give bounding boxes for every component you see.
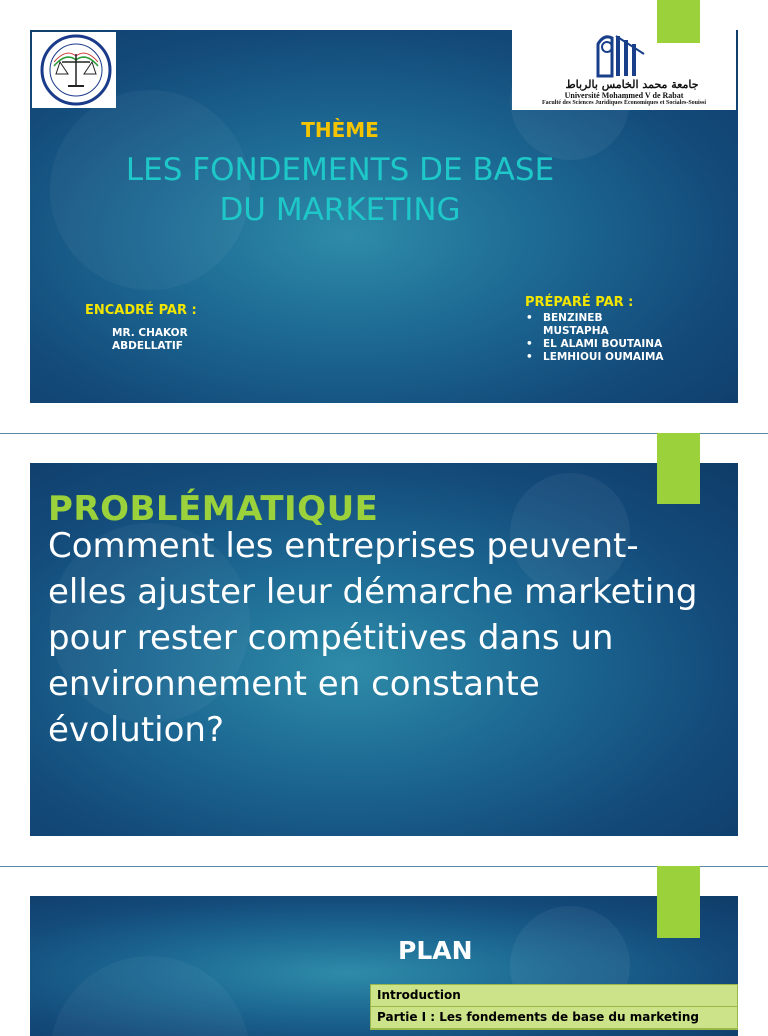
plan-slide — [30, 896, 738, 1036]
presentation-title — [60, 150, 620, 230]
supervisor-line-2: ABDELLATIF — [112, 340, 183, 352]
slide-title: PROBLÉMATIQUE — [48, 489, 379, 529]
title-line-1: LES FONDEMENTS DE BASE — [125, 152, 555, 188]
author-item: • BENZINEB MUSTAPHA — [525, 312, 633, 338]
problem-question: Comment les entreprises peuvent-elles ajuster leur démarche marketing pour rester compétitives dans un environnement en constante évolution? — [48, 526, 698, 750]
slide1-accent-tab — [657, 0, 700, 43]
plan-table — [370, 984, 738, 1030]
prepared-by-label: PRÉPARÉ PAR : — [525, 295, 634, 310]
plan-row: Introduction — [371, 985, 737, 1007]
university-arabic-name: جامعة محمد الخامس بالرباط — [565, 78, 699, 91]
slide-title: PLAN — [398, 936, 473, 965]
plan-row: Partie I : Les fondements de base du marketing — [371, 1007, 737, 1029]
supervisor-name — [112, 327, 222, 353]
university-french-name: Université Mohammed V de Rabat — [564, 91, 684, 100]
university-logo — [512, 30, 736, 110]
faculty-logo-left — [32, 32, 116, 108]
author-item: • EL ALAMI BOUTAINA — [525, 338, 685, 351]
faculty-name: Faculté des Sciences Juridiques Économiques et Sociales-Souissi — [541, 100, 706, 106]
authors-list — [525, 312, 685, 364]
author-item: • LEMHIOUI OUMAIMA — [525, 351, 685, 364]
supervised-by-label: ENCADRÉ PAR : — [85, 303, 197, 318]
title-slide — [30, 30, 738, 403]
supervisor-line-1: MR. CHAKOR — [112, 327, 188, 339]
slide-separator — [0, 433, 768, 434]
problem-statement-slide — [30, 463, 738, 836]
slide3-accent-tab — [657, 866, 700, 938]
theme-label: THÈME — [301, 118, 379, 142]
slide-separator — [0, 866, 768, 867]
slide2-accent-tab — [657, 433, 700, 504]
title-line-2: DU MARKETING — [219, 192, 461, 228]
scales-of-justice-emblem-icon — [32, 32, 116, 108]
